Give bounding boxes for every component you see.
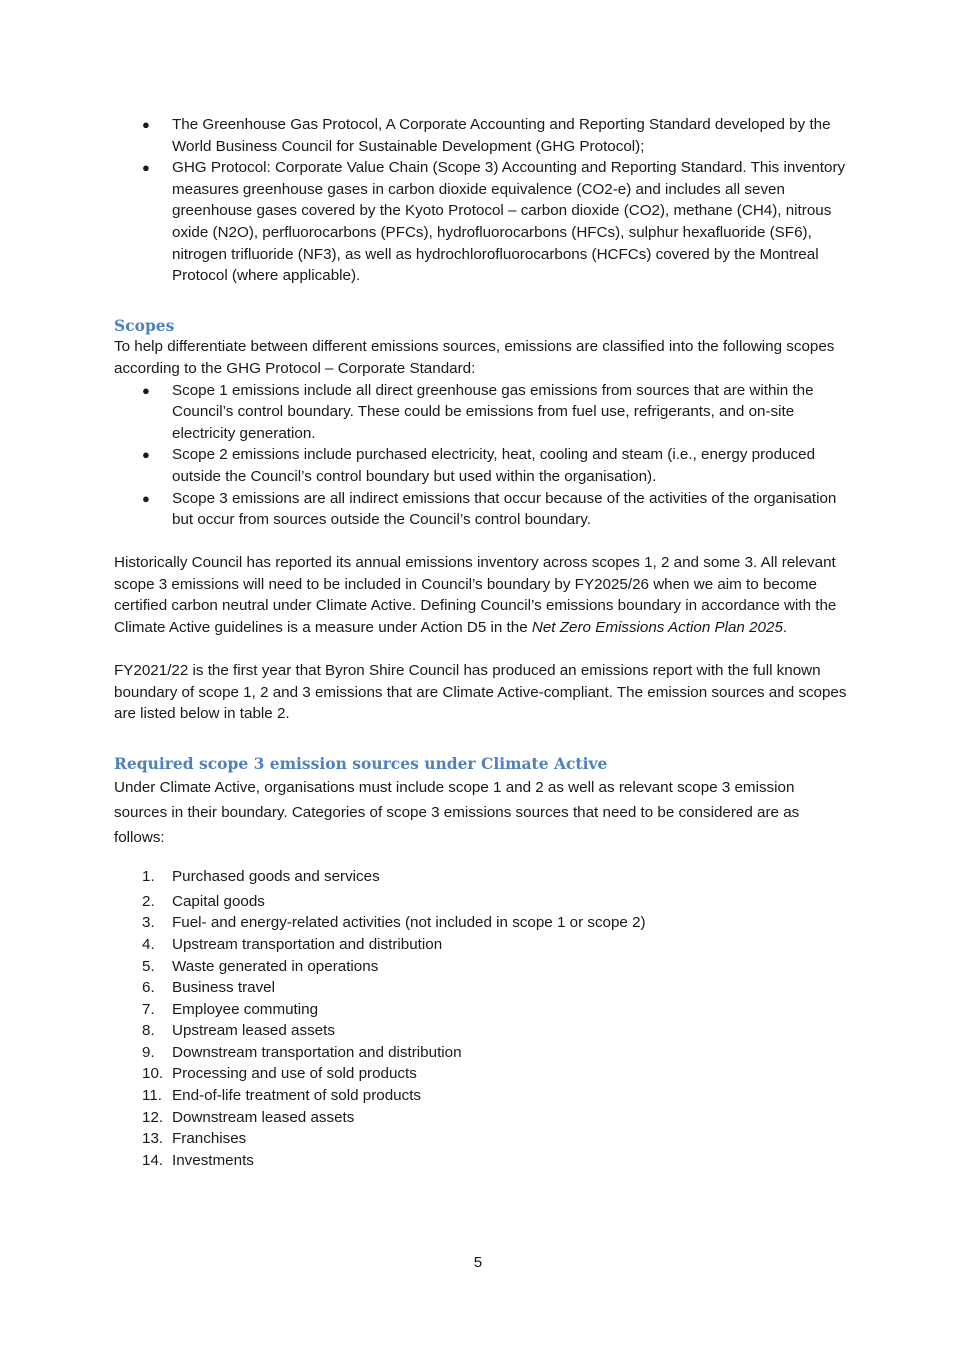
page-content bbox=[114, 114, 849, 1171]
list-item-number: 3. bbox=[142, 914, 155, 932]
list-item-label: Downstream transportation and distribution bbox=[172, 1043, 462, 1061]
scope3-heading: Required scope 3 emission sources under Climate Active bbox=[114, 754, 608, 774]
list-item-label: Capital goods bbox=[172, 892, 265, 910]
list-item-label: Purchased goods and services bbox=[172, 867, 380, 885]
list-item-number: 9. bbox=[142, 1043, 155, 1061]
bullet-icon: ● bbox=[142, 117, 150, 132]
list-item-number: 1. bbox=[142, 867, 155, 885]
fy-paragraph: FY2021/22 is the first year that Byron Shire Council has produced an emissions report with the full known boundary of scope 1, 2 and 3 emissions that are Climate Active-compliant. The emission sources and scopes are listed below in table 2. bbox=[114, 662, 847, 723]
scope3-category-list bbox=[114, 866, 849, 1172]
list-item bbox=[114, 999, 849, 1021]
list-item-label: Investments bbox=[172, 1151, 254, 1169]
list-item bbox=[114, 1107, 849, 1129]
history-paragraph bbox=[114, 552, 849, 638]
list-item bbox=[114, 934, 849, 956]
list-item bbox=[114, 1042, 849, 1064]
history-end: . bbox=[782, 619, 788, 637]
list-item bbox=[114, 1020, 849, 1042]
list-item-text: The Greenhouse Gas Protocol, A Corporate Accounting and Reporting Standard developed by the World Business Council for Sustainable Development (GHG Protocol); bbox=[172, 116, 831, 155]
list-item-number: 6. bbox=[142, 979, 155, 997]
list-item-text: GHG Protocol: Corporate Value Chain (Scope 3) Accounting and Reporting Standard. This inventory measures greenhouse gases in carbon dioxide equivalence (CO2-e) and includes all seven greenhouse gases covered by the Kyoto Protocol – carbon dioxide (CO2), methane (CH4), nitrous oxide (N2O), perfluorocarbons (PFCs), hydrofluorocarbons (HFCs), sulphur hexafluoride (SF6), nitrogen trifluoride (NF3), as well as hydrochlorofluorocarbons (HCFCs) covered by the Montreal Protocol (where applicable). bbox=[172, 159, 846, 285]
list-item-number: 5. bbox=[142, 957, 155, 975]
history-text: Historically Council has reported its annual emissions inventory across scopes 1, 2 and some 3. All relevant scope 3 emissions will need to be included in Council’s boundary by FY2025/26 when we aim to become certified carbon neutral under Climate Active. Defining Council’s emissions boundary in accordance with the Climate Active guidelines is a measure under Action D5 in the bbox=[114, 554, 837, 637]
list-item-label: Waste generated in operations bbox=[172, 957, 379, 975]
list-item-label: Franchises bbox=[172, 1130, 247, 1148]
scopes-bullet-list bbox=[114, 380, 849, 531]
bullet-icon: ● bbox=[142, 490, 150, 506]
scopes-heading: Scopes bbox=[114, 315, 175, 335]
standards-bullet-list bbox=[114, 114, 849, 287]
bullet-icon: ● bbox=[142, 382, 150, 398]
bullet-icon: ● bbox=[142, 447, 150, 463]
list-item bbox=[114, 1063, 849, 1085]
list-item bbox=[114, 977, 849, 999]
list-item-text: Scope 3 emissions are all indirect emissions that occur because of the activities of the organisation but occur from sources outside the Council’s control boundary. bbox=[172, 489, 837, 529]
list-item-number: 14. bbox=[142, 1151, 164, 1169]
list-item-number: 12. bbox=[142, 1108, 164, 1126]
list-item-label: End-of-life treatment of sold products bbox=[172, 1087, 422, 1105]
list-item-label: Business travel bbox=[172, 979, 275, 997]
list-item-number: 4. bbox=[142, 935, 155, 953]
list-item bbox=[114, 956, 849, 978]
list-item bbox=[114, 488, 849, 531]
scope3-intro: Under Climate Active, organisations must include scope 1 and 2 as well as relevant scope 3 emission sources in their boundary. Categories of scope 3 emissions sources that need to be considered are as follows: bbox=[114, 778, 800, 846]
list-item bbox=[114, 1128, 849, 1150]
list-item-number: 13. bbox=[142, 1130, 164, 1148]
bullet-icon: ● bbox=[142, 160, 150, 176]
list-item-number: 10. bbox=[142, 1065, 164, 1083]
list-item bbox=[114, 866, 849, 888]
list-item-label: Downstream leased assets bbox=[172, 1108, 355, 1126]
list-item-text: Scope 1 emissions include all direct greenhouse gas emissions from sources that are within the Council’s control boundary. These could be emissions from fuel use, refrigerants, and on-site electricity generation. bbox=[172, 381, 814, 442]
list-item bbox=[114, 891, 849, 913]
list-item-number: 7. bbox=[142, 1000, 155, 1018]
list-item bbox=[114, 114, 849, 157]
plan-title: Net Zero Emissions Action Plan 2025 bbox=[531, 619, 783, 637]
list-item bbox=[114, 157, 849, 287]
list-item-number: 11. bbox=[142, 1087, 162, 1105]
list-item-number: 2. bbox=[142, 892, 155, 910]
list-item bbox=[114, 444, 849, 487]
list-item-label: Fuel- and energy-related activities (not included in scope 1 or scope 2) bbox=[172, 914, 646, 932]
list-item-label: Upstream transportation and distribution bbox=[172, 935, 443, 953]
list-item bbox=[114, 380, 849, 445]
list-item bbox=[114, 1150, 849, 1172]
scopes-intro: To help differentiate between different emissions sources, emissions are classified into the following scopes according to the GHG Protocol – Corporate Standard: bbox=[114, 338, 835, 377]
list-item bbox=[114, 1085, 849, 1107]
list-item-number: 8. bbox=[142, 1022, 155, 1040]
list-item-label: Employee commuting bbox=[172, 1000, 319, 1018]
list-item bbox=[114, 912, 849, 934]
page-number: 5 bbox=[473, 1254, 483, 1271]
list-item-label: Processing and use of sold products bbox=[172, 1065, 417, 1083]
list-item-label: Upstream leased assets bbox=[172, 1022, 335, 1040]
list-item-text: Scope 2 emissions include purchased electricity, heat, cooling and steam (i.e., energy produced outside the Council’s control boundary but used within the organisation). bbox=[172, 446, 816, 485]
